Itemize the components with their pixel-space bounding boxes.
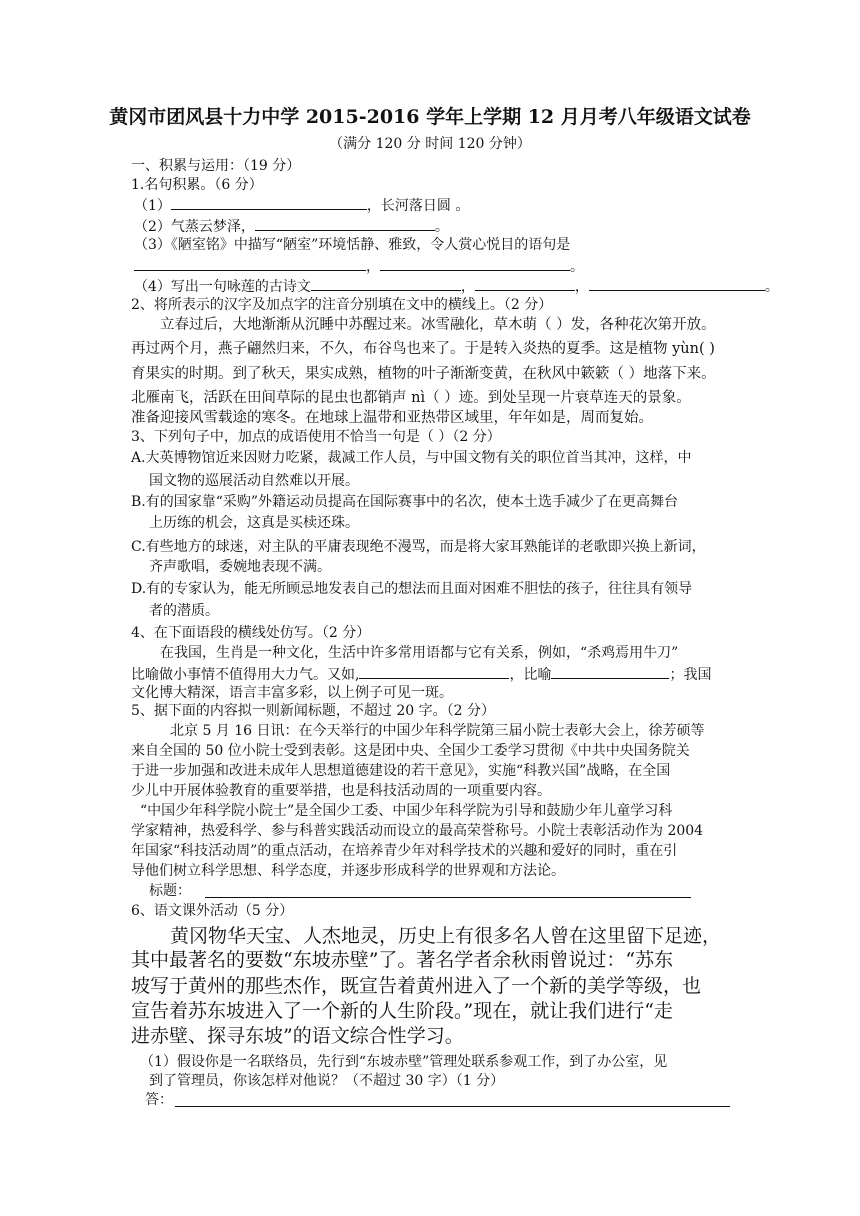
q6-passage-line-5: 进赤壁、探寻东坡”的语文综合性学习。 [131,1025,464,1047]
q1-item-2-suffix: 。 [434,219,449,235]
section-1-heading: 一、积累与运用：（19 分） [131,158,301,174]
q2-line-3: 育果实的时期。到了秋天，果实成熟，植物的叶子渐渐变黄，在秋风中簌簌（ ）地落下来。 [131,366,716,382]
q4-blank-2[interactable] [551,664,669,679]
exam-subtitle: （满分 120 分 时间 120 分钟） [329,136,531,152]
q1-blank-2[interactable] [255,216,435,231]
q3-option-b-line-2: 上历练的机会，这真是买椟还珠。 [149,515,359,531]
q1-item-4-prefix: （4）写出一句咏莲的古诗文 [134,279,311,295]
q6-passage-line-2: 其中最著名的要数“东坡赤壁”了。著名学者余秋雨曾说过：“苏东 [131,949,674,971]
q1-blank-4c[interactable] [589,276,765,291]
q1-item-2-prefix: （2）气蒸云梦泽， [134,219,255,235]
q4-line-2-suffix: ；我国 [669,667,712,683]
comma: ， [366,259,380,275]
q1-blank-4a[interactable] [311,276,461,291]
q2-line-1: 立春过后，大地渐渐从沉睡中苏醒过来。冰雪融化，草木萌（ ）发，各种花次第开放。 [160,317,716,333]
q3-option-d-line-1: D.有的专家认为，能无所顾忌地发表自己的想法而且面对困难不胆怯的孩子，往往具有领导 [131,581,693,597]
q6-heading: 6、语文课外活动（5 分） [131,903,294,919]
q6-passage-line-3: 坡写于黄州的那些杰作，既宣告着黄州进入了一个新的美学等级，也 [131,975,702,997]
q5-title-answer-line[interactable] [205,897,691,898]
q1-item-1-suffix: ，长河落日圆 。 [366,198,470,214]
q6-passage-line-4: 宣告着苏东坡进入了一个新的人生阶段。”现在，就让我们进行“走 [131,1000,673,1022]
q5-line-1: 北京 5 月 16 日讯：在今天举行的中国少年科学院第三届小院士表彰大会上，徐芳硕等 [170,723,705,739]
q4-line-1: 在我国，生肖是一种文化，生活中许多常用语都与它有关系，例如，“杀鸡焉用牛刀” [160,645,679,661]
q4-line-2-prefix: 比喻做小事情不值得用大力气。又如, [131,667,360,683]
q3-option-a-line-2: 国文物的巡展活动自然难以开展。 [149,473,359,489]
comma: ， [460,279,475,295]
q6-passage-line-1: 黄冈物华天宝、人杰地灵，历史上有很多名人曾在这里留下足迹， [170,925,722,947]
q5-line-3: 于进一步加强和改进未成年人思想道德建设的若干意见》，实施“科教兴国”战略，在全国 [131,763,671,779]
period: 。 [570,259,584,275]
q1-blank-3a[interactable] [134,256,366,271]
q3-option-c-line-1: C.有些地方的球迷，对主队的平庸表现绝不漫骂，而是将大家耳熟能详的老歌即兴换上新词， [131,539,706,555]
q2-heading: 2、将所表示的汉字及加点字的注音分别填在文中的横线上。（2 分） [131,297,553,313]
q5-line-2: 来自全国的 50 位小院士受到表彰。这是团中央、全国少工委学习贯彻《中共中央国务院关 [131,743,690,759]
q5-line-5: “中国少年科学院小院士”是全国少工委、中国少年科学院为引导和鼓励少年儿童学习科 [140,803,673,819]
q4-heading: 4、在下面语段的横线处仿写。（2 分） [131,625,371,641]
q6-answer-label: 答： [145,1092,173,1108]
q5-title-label: 标题： [149,883,191,899]
q4-blank-1[interactable] [359,664,509,679]
q6-sub1-line-2: 到了管理员，你该怎样对他说？（不超过 30 字）（1 分） [149,1073,505,1089]
q2-line-4: 北雁南飞，活跃在田间草际的昆虫也都销声 nì（ ）迹。到处呈现一片衰草连天的景象。 [131,390,691,406]
q4-line-3: 文化博大精深，语言丰富多彩，以上例子可见一斑。 [131,685,453,701]
q1-item-2 [134,216,449,236]
q1-item-3: （3）《陋室铭》中描写“陋室”环境恬静、雅致，令人赏心悦目的语句是 [134,237,571,253]
q2-line-5: 准备迎接风雪载途的寒冬。在地球上温带和亚热带区域里，年年如是，周而复始。 [131,410,653,426]
q6-answer-line[interactable] [175,1106,730,1107]
exam-title: 黄冈市团风县十力中学 2015-2016 学年上学期 12 月月考八年级语文试卷 [109,106,751,128]
q1-item-1 [134,195,469,215]
q1-item-3-blanks [134,256,584,276]
q1-item-1-prefix: （1） [134,198,171,214]
q1-heading: 1.名句积累。（6 分） [131,177,263,193]
q3-option-d-line-2: 者的潜质。 [149,603,219,619]
comma: ， [574,279,589,295]
q5-line-6: 学家精神，热爱科学、参与科普实践活动而设立的最高荣誉称号。小院士表彰活动作为 2004 [131,823,704,839]
q5-heading: 5、据下面的内容拟一则新闻标题，不超过 20 字。（2 分） [131,703,495,719]
q1-blank-3b[interactable] [380,256,570,271]
q1-blank-4b[interactable] [475,276,575,291]
q1-blank-1[interactable] [171,195,367,210]
q3-option-c-line-2: 齐声歌唱，委婉地表现不满。 [149,559,331,575]
q4-line-2-mid: ，比喻 [509,667,552,683]
q3-option-a-line-1: A.大英博物馆近来因财力吃紧，裁减工作人员，与中国文物有关的职位首当其冲，这样，中 [131,450,692,466]
q2-line-2: 再过两个月，燕子翩然归来，不久，布谷鸟也来了。于是转入炎热的夏季。这是植物 yùn( ) [131,341,715,357]
q5-line-7: 年国家“科技活动周”的重点活动，在培养青少年对科学技术的兴趣和爱好的同时，重在引 [131,843,678,859]
q4-line-2 [131,664,711,684]
q5-line-8: 导他们树立科学思想、科学态度，并逐步形成科学的世界观和方法论。 [131,863,565,879]
q3-heading: 3、下列句子中，加点的成语使用不恰当一句是（ ）（2 分） [131,429,501,445]
q1-item-4 [134,276,779,296]
q5-line-4: 少儿中开展体验教育的重要举措，也是科技活动周的一项重要内容。 [131,783,551,799]
period: 。 [764,279,779,295]
q3-option-b-line-1: B.有的国家靠“采购”外籍运动员提高在国际赛事中的名次，使本土选手减少了在更高舞台 [131,494,679,510]
q6-sub1-line-1: （1）假设你是一名联络员，先行到“东坡赤壁”管理处联系参观工作，到了办公室，见 [140,1054,668,1070]
